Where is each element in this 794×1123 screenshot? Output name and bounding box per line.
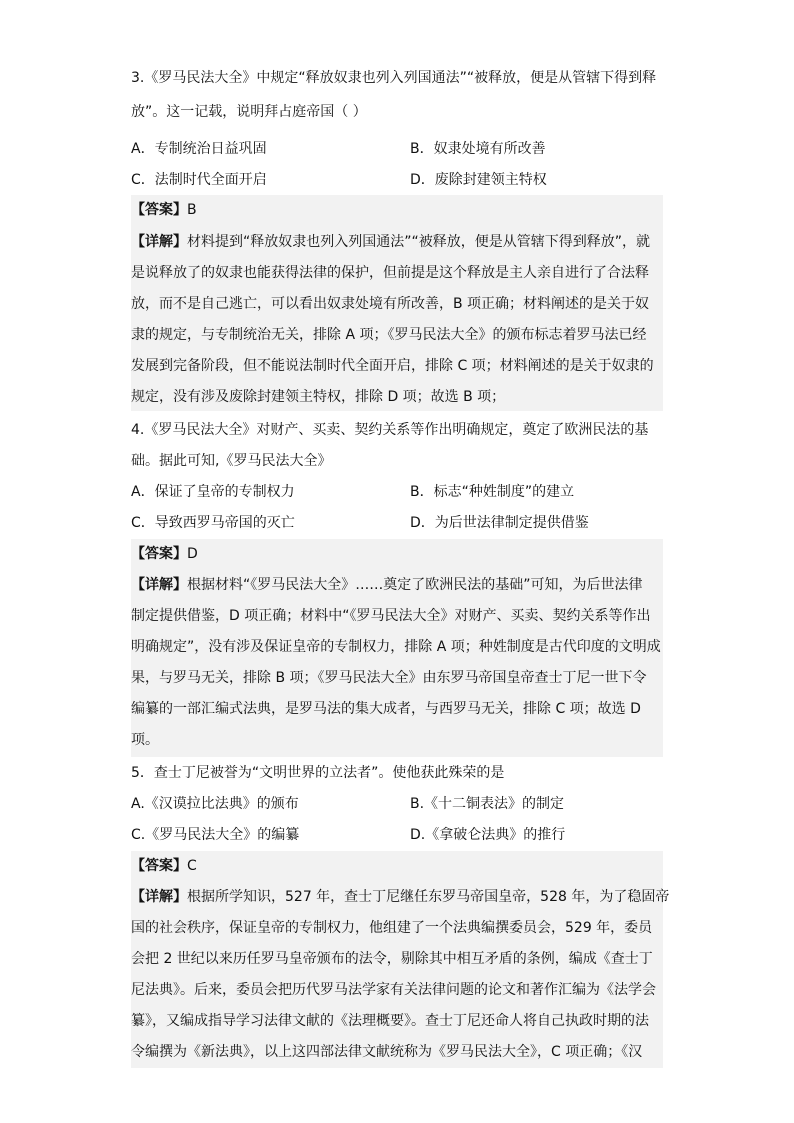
q4-stem-line: 4.《罗马民法大全》对财产、买卖、契约关系等作出明确规定，奠定了欧洲民法的基 [131,422,649,438]
q4-option-c: C．导致西罗马帝国的灭亡 [131,515,295,531]
q4-detail-line: 明确规定”，没有涉及保证皇帝的专制权力，排除 A 项；种姓制度是古代印度的文明成 [131,639,661,655]
q3-detail-line: 隶的规定，与专制统治无关，排除 A 项；《罗马民法大全》的颁布标志着罗马法已经 [131,327,647,343]
q4-option-b: B．标志“种姓制度”的建立 [410,484,575,500]
q5-answer [131,855,197,877]
q3-option-a: A．专制统治日益巩固 [131,141,267,157]
answer-value: D [187,546,198,562]
q3-detail-line: 发展到完备阶段，但不能说法制时代全面开启，排除 C 项；材料阐述的是关于奴隶的 [131,358,654,374]
detail-label: 【详解】 [131,234,187,250]
detail-text: 根据材料“《罗马民法大全》……奠定了欧洲民法的基础”可知，为后世法律 [187,577,643,593]
answer-value: C [187,858,197,874]
q4-option-d: D．为后世法律制定提供借鉴 [410,515,589,531]
detail-label: 【详解】 [131,577,187,593]
q3-option-d: D．废除封建领主特权 [410,172,547,188]
q3-stem-line: 3.《罗马民法大全》中规定“释放奴隶也列入列国通法”“被释放，便是从管辖下得到释 [131,70,657,86]
q5-detail-line: 会把 2 世纪以来历任罗马皇帝颁布的法令，剔除其中相互矛盾的条例，编成《查士丁 [131,951,653,967]
q3-option-b: B．奴隶处境有所改善 [410,141,546,157]
answer-label: 【答案】 [131,546,187,562]
q4-detail-line: 制定提供借鉴，D 项正确；材料中“《罗马民法大全》对财产、买卖、契约关系等作出 [131,608,651,624]
q3-answer [131,199,197,221]
q3-detail-line: 规定，没有涉及废除封建领主特权，排除 D 项；故选 B 项； [131,389,506,405]
q4-stem-line: 础。据此可知,《罗马民法大全》 [131,453,332,469]
q4-detail-line: 项。 [131,732,159,748]
q3-detail-line [131,231,650,253]
q3-option-c: C．法制时代全面开启 [131,172,267,188]
q4-option-a: A．保证了皇帝的专制权力 [131,484,295,500]
q5-option-c: C.《罗马民法大全》的编纂 [131,827,300,843]
q4-answer [131,543,198,565]
answer-value: B [187,202,197,218]
q5-option-b: B.《十二铜表法》的制定 [410,796,565,812]
answer-label: 【答案】 [131,202,187,218]
detail-label: 【详解】 [131,889,187,905]
q5-detail-line: 国的社会秩序，保证皇帝的专制权力，他组建了一个法典编撰委员会，529 年，委员 [131,920,653,936]
q5-option-d: D.《拿破仑法典》的推行 [410,827,566,843]
q5-detail-line [131,886,669,908]
q4-detail-line: 编纂的一部汇编式法典，是罗马法的集大成者，与西罗马无关，排除 C 项；故选 D [131,701,641,717]
detail-text: 根据所学知识，527 年，查士丁尼继任东罗马帝国皇帝，528 年，为了稳固帝 [187,889,670,905]
q5-option-a: A.《汉谟拉比法典》的颁布 [131,796,299,812]
q5-detail-line: 纂》，又编成指导学习法律文献的《法理概要》。查士丁尼还命人将自己执政时期的法 [131,1013,649,1029]
q4-detail-line: 果，与罗马无关，排除 B 项；《罗马民法大全》由东罗马帝国皇帝查士丁尼一世下令 [131,670,647,686]
q3-detail-line: 是说释放了的奴隶也能获得法律的保护，但前提是这个释放是主人亲自进行了合法释 [131,265,649,281]
answer-label: 【答案】 [131,858,187,874]
detail-text: 材料提到“释放奴隶也列入列国通法”“被释放，便是从管辖下得到释放”，就 [187,234,651,250]
q3-stem-line: 放”。这一记载，说明拜占庭帝国（ ） [131,104,367,120]
q5-detail-line: 尼法典》。后来，委员会把历代罗马法学家有关法律问题的论文和著作汇编为《法学会 [131,982,656,998]
q4-detail-line [131,574,643,596]
q5-stem-line: 5．查士丁尼被誉为“文明世界的立法者”。使他获此殊荣的是 [131,765,505,781]
q5-detail-line: 令编撰为《新法典》，以上这四部法律文献统称为《罗马民法大全》，C 项正确；《汉 [131,1044,643,1060]
q3-detail-line: 放，而不是自己逃亡，可以看出奴隶处境有所改善，B 项正确；材料阐述的是关于奴 [131,296,650,312]
